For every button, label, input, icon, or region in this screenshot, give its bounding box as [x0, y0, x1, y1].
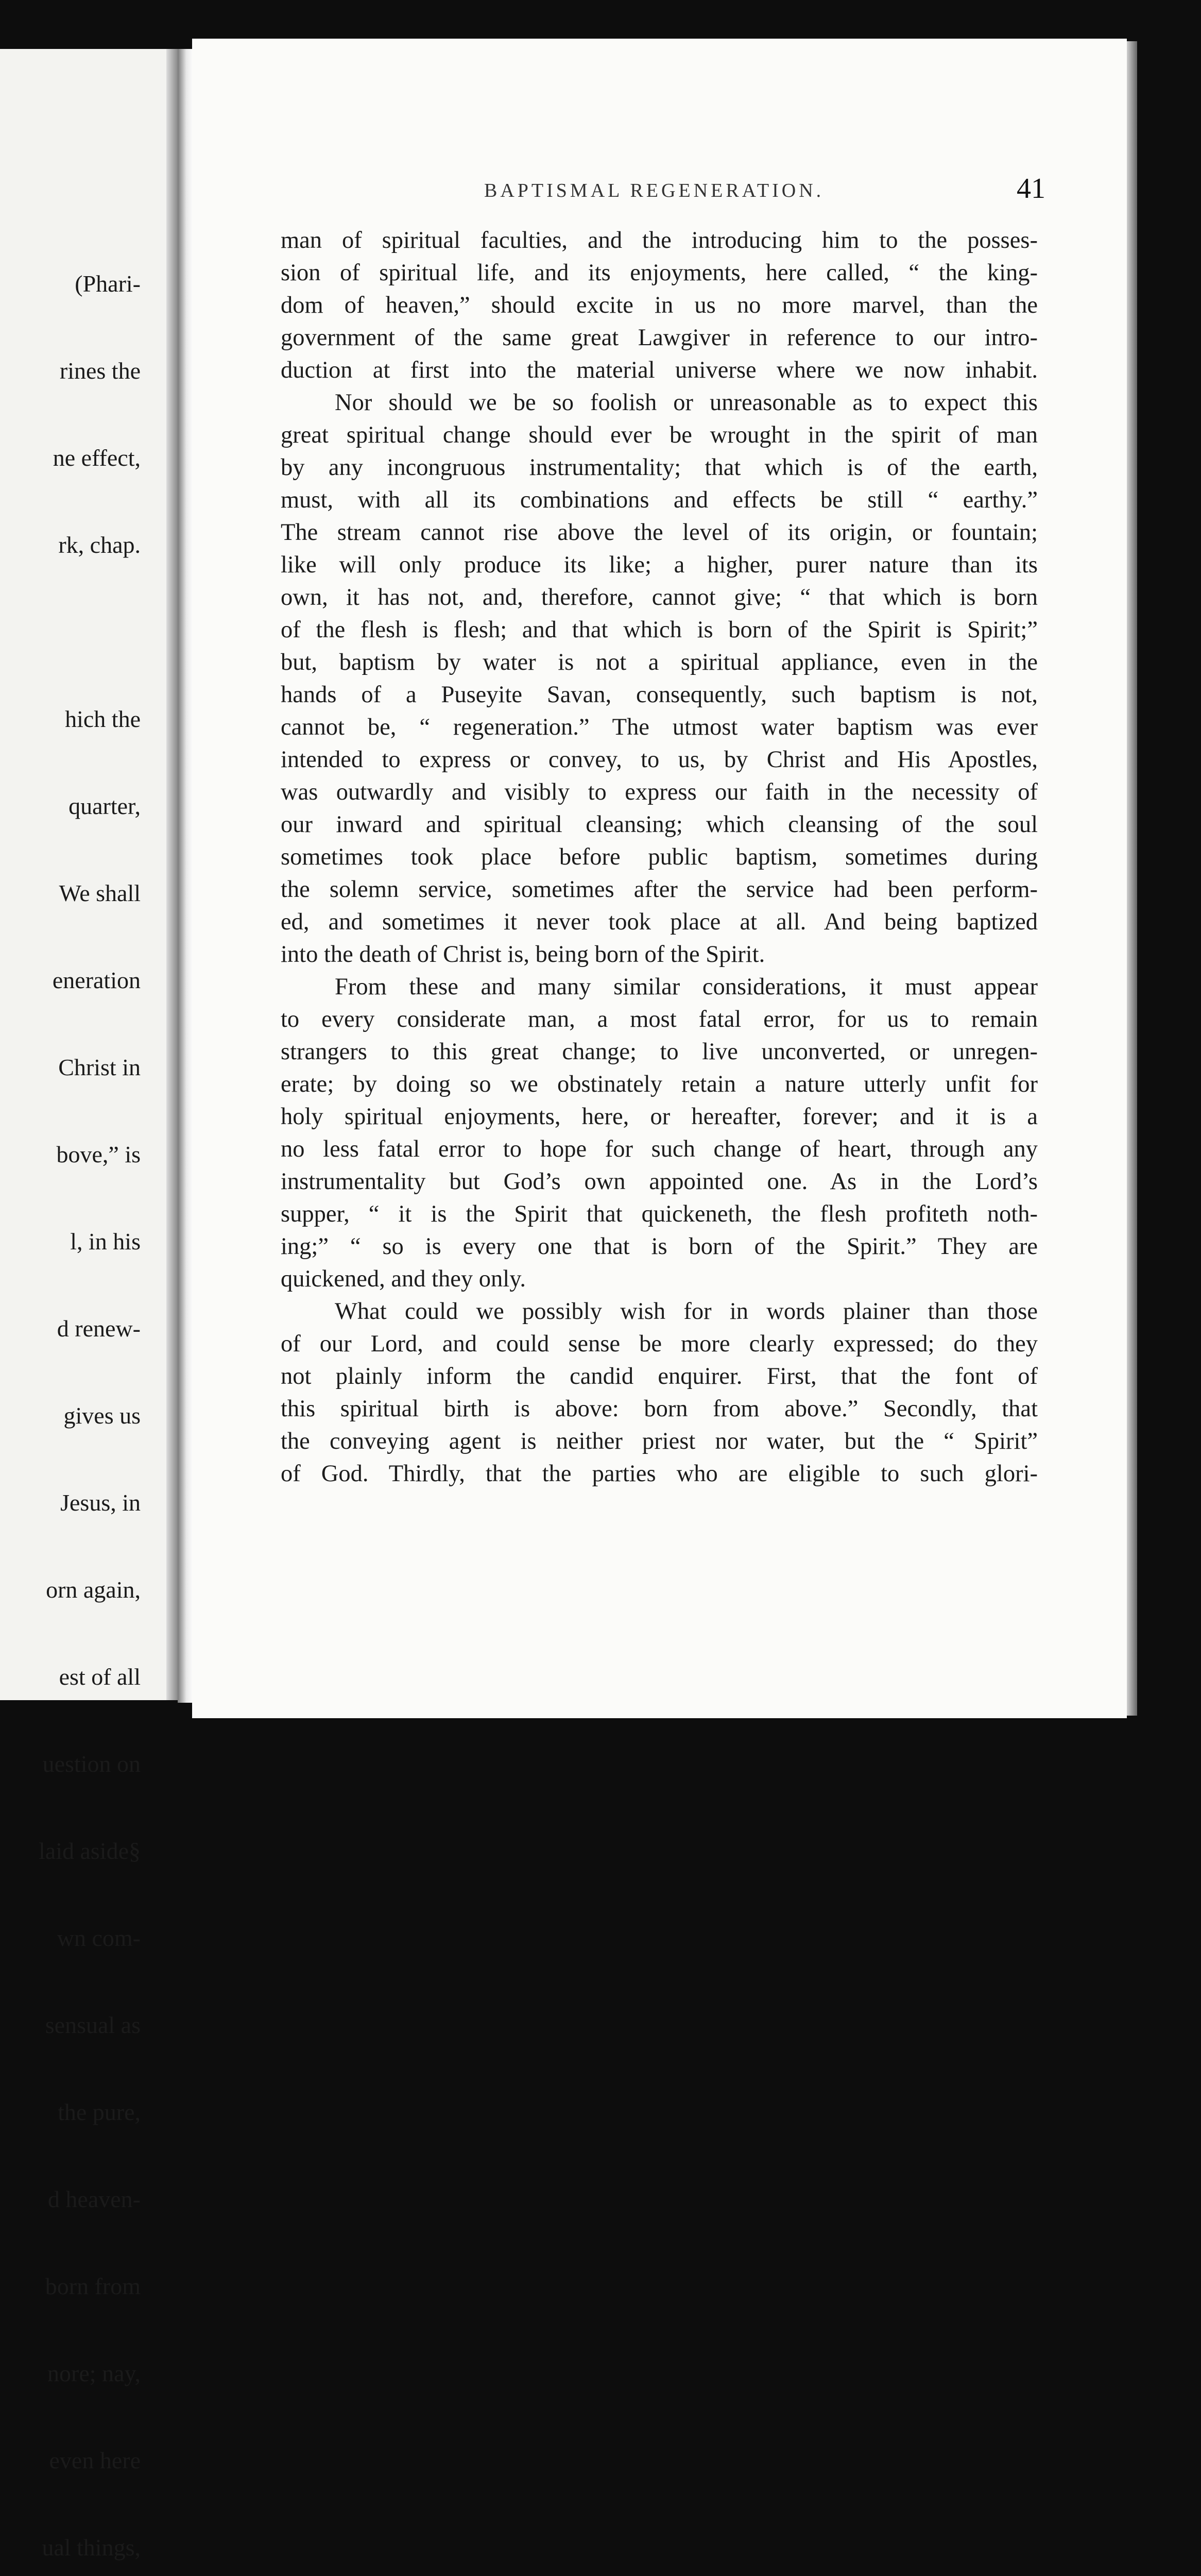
left-line: gives us [63, 1402, 141, 1429]
left-line: We shall [59, 880, 141, 906]
text-line: erate; by doing so we obstinately retain a nature utterly unfit for [281, 1071, 1038, 1097]
text-line: great spiritual change should ever be wrought in the spirit of man [281, 422, 1038, 448]
left-line: laid aside§ [39, 1838, 141, 1864]
text-line: holy spiritual enjoyments, here, or hereafter, forever; and it is a [281, 1104, 1038, 1130]
text-line: ed, and sometimes it never took place at all. And being baptized [281, 909, 1038, 935]
text-line: the conveying agent is neither priest nor water, but the “ Spirit” [281, 1428, 1038, 1454]
text-line: to every considerate man, a most fatal error, for us to remain [281, 1006, 1038, 1032]
page-gutter-shadow [166, 49, 178, 1700]
text-line: our inward and spiritual cleansing; which cleansing of the soul [281, 811, 1038, 838]
left-line: (Phari- [75, 270, 141, 297]
text-line: sometimes took place before public baptism, sometimes during [281, 844, 1038, 870]
page-number: 41 [1017, 173, 1045, 205]
left-line: d heaven- [47, 2186, 141, 2212]
left-line: d renew- [57, 1315, 141, 1342]
text-line: into the death of Christ is, being born of the Spirit. [281, 941, 765, 968]
left-line: quarter, [68, 793, 141, 819]
left-line: ual things, [42, 2534, 141, 2561]
left-line: est of all [59, 1664, 141, 1690]
left-line: hich the [65, 706, 141, 732]
left-line: Christ in [58, 1054, 141, 1080]
text-line: man of spiritual faculties, and the introducing him to the posses- [281, 227, 1038, 253]
text-line: dom of heaven,” should excite in us no more marvel, than the [281, 292, 1038, 318]
left-line [0, 616, 167, 648]
text-line: own, it has not, and, therefore, cannot give; “ that which is born [281, 584, 1038, 611]
left-line: l, in his [70, 1228, 141, 1255]
text-line: The stream cannot rise above the level of its origin, or fountain; [281, 519, 1038, 546]
text-line: this spiritual birth is above: born from above.” Secondly, that [281, 1396, 1038, 1422]
left-line: uestion on [42, 1751, 141, 1777]
left-line: sensual as [45, 2012, 141, 2038]
text-line: duction at first into the material universe where we now inhabit. [281, 357, 1038, 383]
text-line: ing;” “ so is every one that is born of the Spirit.” They are [281, 1233, 1038, 1260]
running-head [288, 175, 1056, 208]
text-line: of the flesh is flesh; and that which is born of the Spirit is Spirit;” [281, 617, 1038, 643]
text-line: instrumentality but God’s own appointed one. As in the Lord’s [281, 1168, 1038, 1195]
left-line: rk, chap. [58, 532, 141, 558]
text-line: like will only produce its like; a higher, purer nature than its [281, 552, 1038, 578]
left-line: born from [45, 2273, 141, 2299]
text-line: From these and many similar considerations, it must appear [335, 974, 1038, 1000]
book-spine [178, 49, 192, 1703]
left-line: rines the [59, 358, 141, 384]
text-line: not plainly inform the candid enquirer. First, that the font of [281, 1363, 1038, 1389]
text-line: cannot be, “ regeneration.” The utmost water baptism was ever [281, 714, 1038, 740]
text-line: but, baptism by water is not a spiritual appliance, even in the [281, 649, 1038, 675]
left-page-text [0, 213, 167, 2576]
left-line: eneration [52, 967, 141, 993]
left-line: bove,” is [56, 1141, 141, 1167]
text-line: Nor should we be so foolish or unreasonable as to expect this [335, 389, 1038, 416]
page-edge-shadow [1127, 41, 1137, 1716]
text-line: of our Lord, and could sense be more clearly expressed; do they [281, 1331, 1038, 1357]
left-line: the pure, [58, 2099, 141, 2125]
text-line: must, with all its combinations and effects be still “ earthy.” [281, 487, 1038, 513]
text-line: hands of a Puseyite Savan, consequently, such baptism is not, [281, 682, 1038, 708]
text-line: by any incongruous instrumentality; that which is of the earth, [281, 454, 1038, 481]
text-line: quickened, and they only. [281, 1266, 526, 1292]
left-page [0, 49, 178, 2561]
left-line: wn com- [57, 1925, 141, 1951]
text-line: strangers to this great change; to live unconverted, or unregen- [281, 1039, 1038, 1065]
text-line: intended to express or convey, to us, by Christ and His Apostles, [281, 747, 1038, 773]
text-line: the solemn service, sometimes after the service had been perform- [281, 876, 1038, 903]
body-text [281, 224, 1038, 1490]
text-line: was outwardly and visibly to express our faith in the necessity of [281, 779, 1038, 805]
left-line: Jesus, in [60, 1489, 141, 1516]
text-line: government of the same great Lawgiver in reference to our intro- [281, 325, 1038, 351]
left-line: orn again, [46, 1577, 141, 1603]
left-line: nore; nay, [47, 2360, 141, 2386]
text-line: What could we possibly wish for in words plainer than those [335, 1298, 1038, 1325]
text-line: of God. Thirdly, that the parties who are eligible to such glori- [281, 1461, 1038, 1487]
text-line: supper, “ it is the Spirit that quickeneth, the flesh profiteth noth- [281, 1201, 1038, 1227]
running-title: BAPTISMAL REGENERATION. [484, 180, 825, 201]
left-line: ne effect, [53, 445, 141, 471]
left-line: even here [49, 2447, 141, 2473]
text-line: sion of spiritual life, and its enjoyments, here called, “ the king- [281, 260, 1038, 286]
text-line: no less fatal error to hope for such change of heart, through any [281, 1136, 1038, 1162]
